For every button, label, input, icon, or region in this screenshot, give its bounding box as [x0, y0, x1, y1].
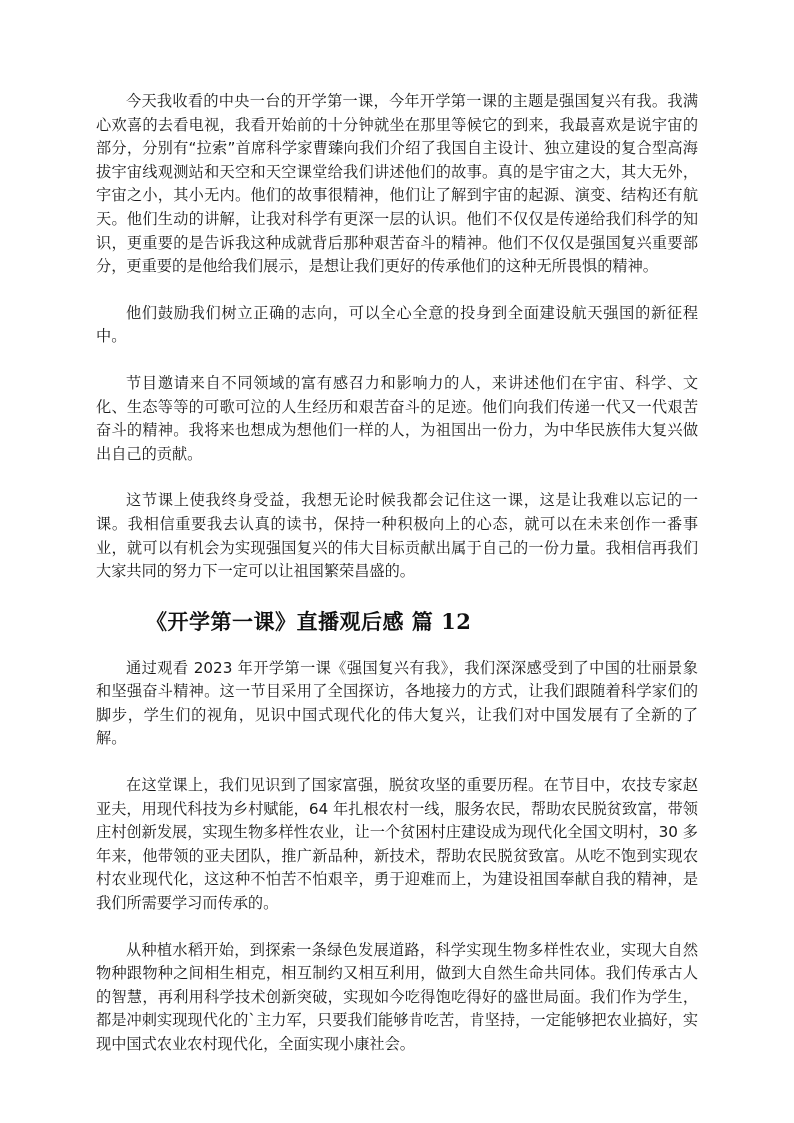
paragraph: 他们鼓励我们树立正确的志向，可以全心全意的投身到全面建设航天强国的新征程中。: [96, 303, 698, 346]
paragraph: 通过观看 2023 年开学第一课《强国复兴有我》，我们深深感受到了中国的壮丽景象和坚强奋斗精神。这一节目采用了全国探访，各地接力的方式，让我们跟随着科学家们的脚步，学生们的视角，见识中国式现代化的伟大复兴，让我们对中国发展有了全新的了解。: [96, 658, 698, 748]
paragraph: 今天我收看的中央一台的开学第一课，今年开学第一课的主题是强国复兴有我。我满心欢喜的去看电视，我看开始前的十分钟就坐在那里等候它的到来，我最喜欢是说宇宙的部分，分别有“拉索”首席科学家曹臻向我们介绍了我国自主设计、独立建设的复合型高海拔宇宙线观测站和天空和天空课堂给我们讲述他们的故事。真的是宇宙之大，其大无外，宇宙之小，其小无内。他们的故事很精神，他们让了解到宇宙的起源、演变、结构还有航天。他们生动的讲解，让我对科学有更深一层的认识。他们不仅仅是传递给我们科学的知识，更重要的是告诉我这种成就背后那种艰苦奋斗的精神。他们不仅仅是强国复兴重要部分，更重要的是他给我们展示，是想让我们更好的传承他们的这种无所畏惧的精神。: [96, 92, 698, 276]
paragraph: 在这堂课上，我们见识到了国家富强，脱贫攻坚的重要历程。在节目中，农技专家赵亚夫，用现代科技为乡村赋能，64 年扎根农村一线，服务农民，帮助农民脱贫致富，带领庄村创新发展，实现生物多样性农业，让一个贫困村庄建设成为现代化全国文明村，30 多年来，他带领的亚夫团队，推广新品种，新技术，帮助农民脱贫致富。从吃不饱到实现农村农业现代化，这这种不怕苦不怕艰辛，勇于迎难而上，为建设祖国奉献自我的精神，是我们所需要学习而传承的。: [96, 776, 698, 913]
paragraph: 节目邀请来自不同领域的富有感召力和影响力的人，来讲述他们在宇宙、科学、文化、生态等等的可歌可泣的人生经历和艰苦奋斗的足迹。他们向我们传递一代又一代艰苦奋斗的精神。我将来也想成为想他们一样的人，为祖国出一份力，为中华民族伟大复兴做出自己的贡献。: [96, 373, 698, 463]
article-body: [96, 90, 698, 1080]
paragraph: 从种植水稻开始，到探索一条绿色发展道路，科学实现生物多样性农业，实现大自然物种跟物种之间相生相克，相互制约又相互利用，做到大自然生命共同体。我们传承古人的智慧，再利用科学技术创新突破，实现如今吃得饱吃得好的盛世局面。我们作为学生，都是冲刺实现现代化的`主力军，只要我们能够肯吃苦，肯坚持，一定能够把农业搞好，实现中国式农业农村现代化，全面实现小康社会。: [96, 940, 698, 1053]
paragraph: 这节课上使我终身受益，我想无论时候我都会记住这一课，这是让我难以忘记的一课。我相信重要我去认真的读书，保持一种积极向上的心态，就可以在未来创作一番事业，就可以有机会为实现强国复兴的伟大目标贡献出属于自己的一份力量。我相信再我们大家共同的努力下一定可以让祖国繁荣昌盛的。: [96, 491, 698, 581]
section-heading: 《开学第一课》直播观后感 篇 12: [146, 608, 472, 634]
